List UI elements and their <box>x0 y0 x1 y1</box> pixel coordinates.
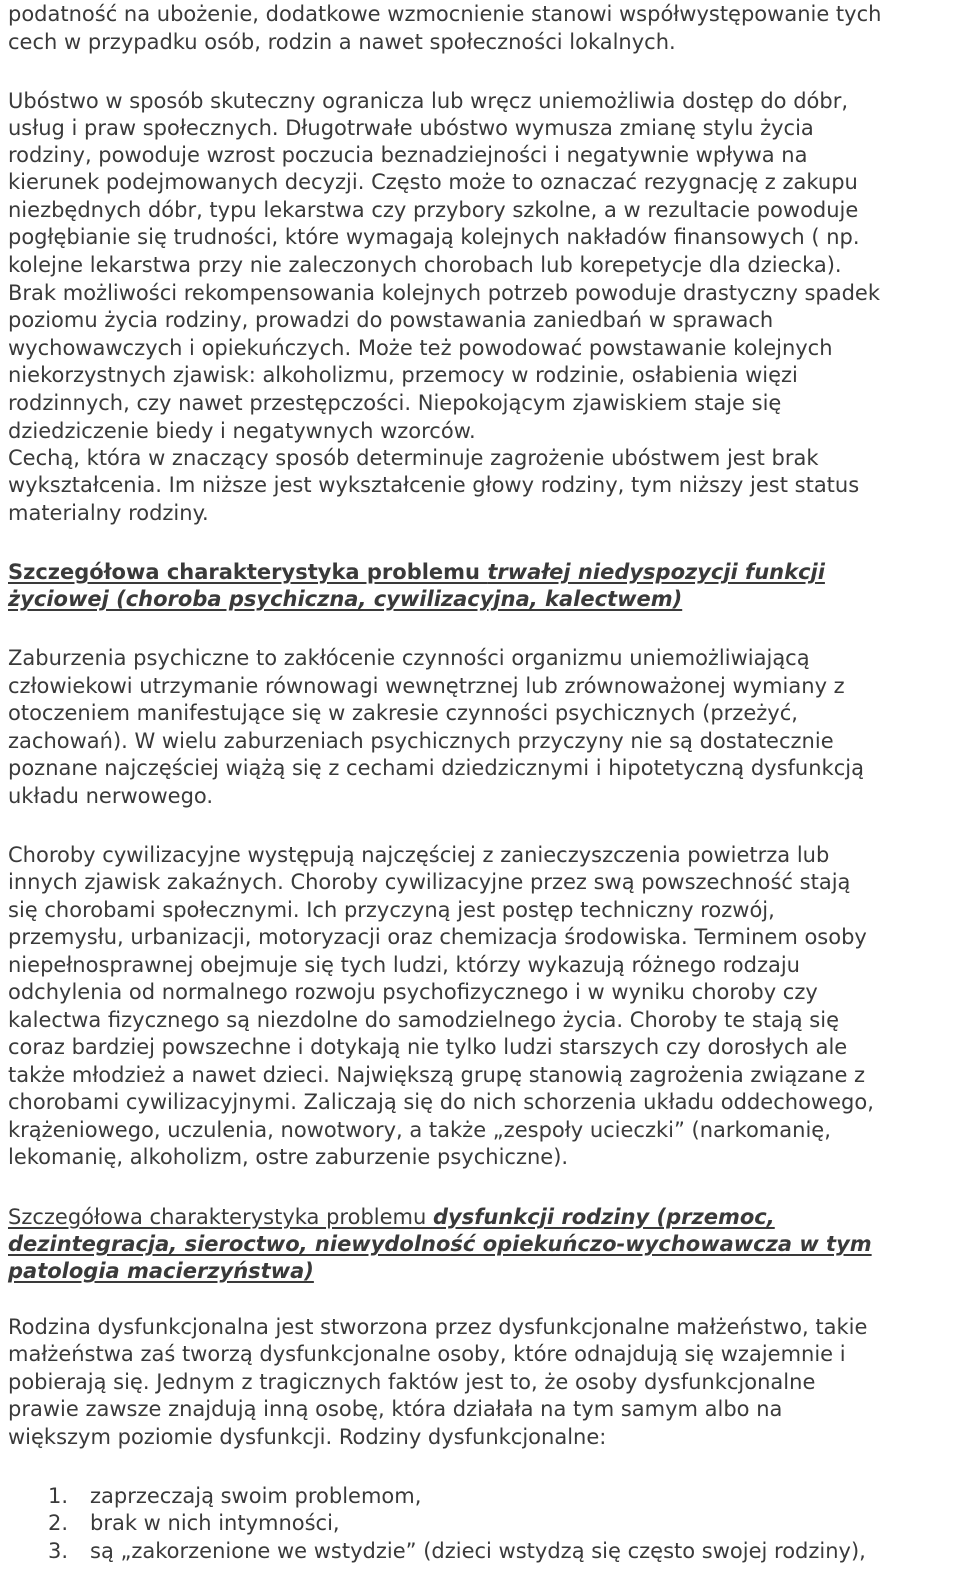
text-line: rodzinnych, czy nawet przestępczości. Niepokojącym zjawiskiem staje się <box>8 391 782 415</box>
list-number: 1. <box>48 1484 69 1508</box>
text-line: Brak możliwości rekompensowania kolejnych potrzeb powoduje drastyczny spadek <box>8 281 881 305</box>
text-line: niezbędnych dóbr, typu lekarstwa czy przybory szkolne, a w rezultacie powoduje <box>8 198 859 222</box>
heading-prefix: Szczegółowa charakterystyka problemu <box>8 1205 433 1229</box>
text-line: odchylenia od normalnego rozwoju psychofizycznego i w wyniku choroby czy <box>8 980 818 1004</box>
text-line: zachowań). W wielu zaburzeniach psychicznych przyczyny nie są dostatecznie <box>8 729 834 753</box>
section-heading-continued: patologia macierzyństwa) <box>8 1259 314 1283</box>
text-line: większym poziomie dysfunkcji. Rodziny dysfunkcjonalne: <box>8 1425 607 1449</box>
text-line: także młodzież a nawet dzieci. Największą grupę stanowią zagrożenia związane z <box>8 1063 866 1087</box>
text-line: podatność na ubożenie, dodatkowe wzmocnienie stanowi współwystępowanie tych <box>8 2 882 26</box>
text-line: coraz bardziej powszechne i dotykają nie tylko ludzi starszych czy dorosłych ale <box>8 1035 848 1059</box>
text-line: Ubóstwo w sposób skuteczny ogranicza lub wręcz uniemożliwia dostęp do dóbr, <box>8 89 849 113</box>
section-heading <box>8 559 825 587</box>
text-line: kierunek podejmowanych decyzji. Często może to oznaczać rezygnację z zakupu <box>8 170 858 194</box>
text-line: krążeniowego, uczulenia, nowotwory, a także „zespoły ucieczki” (narkomanię, <box>8 1118 831 1142</box>
text-line: Choroby cywilizacyjne występują najczęściej z zanieczyszczenia powietrza lub <box>8 843 830 867</box>
heading-emphasis: dysfunkcji rodziny (przemoc, <box>432 1205 775 1229</box>
text-line: Rodzina dysfunkcjonalna jest stworzona przez dysfunkcjonalne małżeństwo, takie <box>8 1315 868 1339</box>
text-line: pogłębianie się trudności, które wymagają kolejnych nakładów finansowych ( np. <box>8 225 860 249</box>
text-line: małżeństwa zaś tworzą dysfunkcjonalne osoby, które odnajdują się wzajemnie i <box>8 1342 846 1366</box>
heading-emphasis: trwałej niedyspozycji funkcji <box>487 560 825 584</box>
text-line: innych zjawisk zakaźnych. Choroby cywilizacyjne przez swą powszechność stają <box>8 870 851 894</box>
list-number: 3. <box>48 1539 69 1563</box>
list-item: są „zakorzenione we wstydzie” (dzieci wstydzą się często swojej rodziny), <box>90 1539 866 1563</box>
text-line: lekomanię, alkoholizm, ostre zaburzenie psychiczne). <box>8 1145 569 1169</box>
text-line: materialny rodziny. <box>8 501 209 525</box>
text-line: się chorobami społecznymi. Ich przyczyną jest postęp techniczny rozwój, <box>8 898 775 922</box>
text-line: poziomu życia rodziny, prowadzi do powstawania zaniedbań w sprawach <box>8 308 774 332</box>
text-line: przemysłu, urbanizacji, motoryzacji oraz chemizacja środowiska. Terminem osoby <box>8 925 867 949</box>
text-line: układu nerwowego. <box>8 784 214 808</box>
text-line: pobierają się. Jednym z tragicznych faktów jest to, że osoby dysfunkcjonalne <box>8 1370 816 1394</box>
text-line: dziedziczenie biedy i negatywnych wzorców. <box>8 419 476 443</box>
list-item: brak w nich intymności, <box>90 1511 340 1535</box>
section-heading-continued: życiowej (choroba psychiczna, cywilizacyjna, kalectwem) <box>8 587 683 611</box>
text-line: cech w przypadku osób, rodzin a nawet społeczności lokalnych. <box>8 30 676 54</box>
text-line: kalectwa fizycznego są niezdolne do samodzielnego życia. Choroby te stają się <box>8 1008 839 1032</box>
text-line: rodziny, powoduje wzrost poczucia beznadziejności i negatywnie wpływa na <box>8 143 808 167</box>
text-line: kolejne lekarstwa przy nie zaleczonych chorobach lub korepetycje dla dziecka). <box>8 253 842 277</box>
text-line: wykształcenia. Im niższe jest wykształcenie głowy rodziny, tym niższy jest status <box>8 473 860 497</box>
text-line: niekorzystnych zjawisk: alkoholizmu, przemocy w rodzinie, osłabienia więzi <box>8 363 798 387</box>
text-line: człowiekowi utrzymanie równowagi wewnętrznej lub zrównoważonej wymiany z <box>8 674 845 698</box>
text-line: poznane najczęściej wiążą się z cechami dziedzicznymi i hipotetyczną dysfunkcją <box>8 756 864 780</box>
heading-prefix: Szczegółowa charakterystyka problemu <box>8 560 488 584</box>
text-line: Zaburzenia psychiczne to zakłócenie czynności organizmu uniemożliwiającą <box>8 646 810 670</box>
text-line: chorobami cywilizacyjnymi. Zaliczają się do nich schorzenia układu oddechowego, <box>8 1090 874 1114</box>
list-number: 2. <box>48 1511 69 1535</box>
section-heading-continued: dezintegracja, sieroctwo, niewydolność opiekuńczo-wychowawcza w tym <box>8 1232 872 1256</box>
text-line: otoczeniem manifestujące się w zakresie czynności psychicznych (przeżyć, <box>8 701 798 725</box>
text-line: Cechą, która w znaczący sposób determinuje zagrożenie ubóstwem jest brak <box>8 446 819 470</box>
section-heading <box>8 1204 775 1232</box>
text-line: wychowawczych i opiekuńczych. Może też powodować powstawanie kolejnych <box>8 336 833 360</box>
text-line: usług i praw społecznych. Długotrwałe ubóstwo wymusza zmianę stylu życia <box>8 116 814 140</box>
list-item: zaprzeczają swoim problemom, <box>90 1484 422 1508</box>
text-line: niepełnosprawnej obejmuje się tych ludzi, którzy wykazują różnego rodzaju <box>8 953 800 977</box>
text-line: prawie zawsze znajdują inną osobę, która działała na tym samym albo na <box>8 1397 783 1421</box>
